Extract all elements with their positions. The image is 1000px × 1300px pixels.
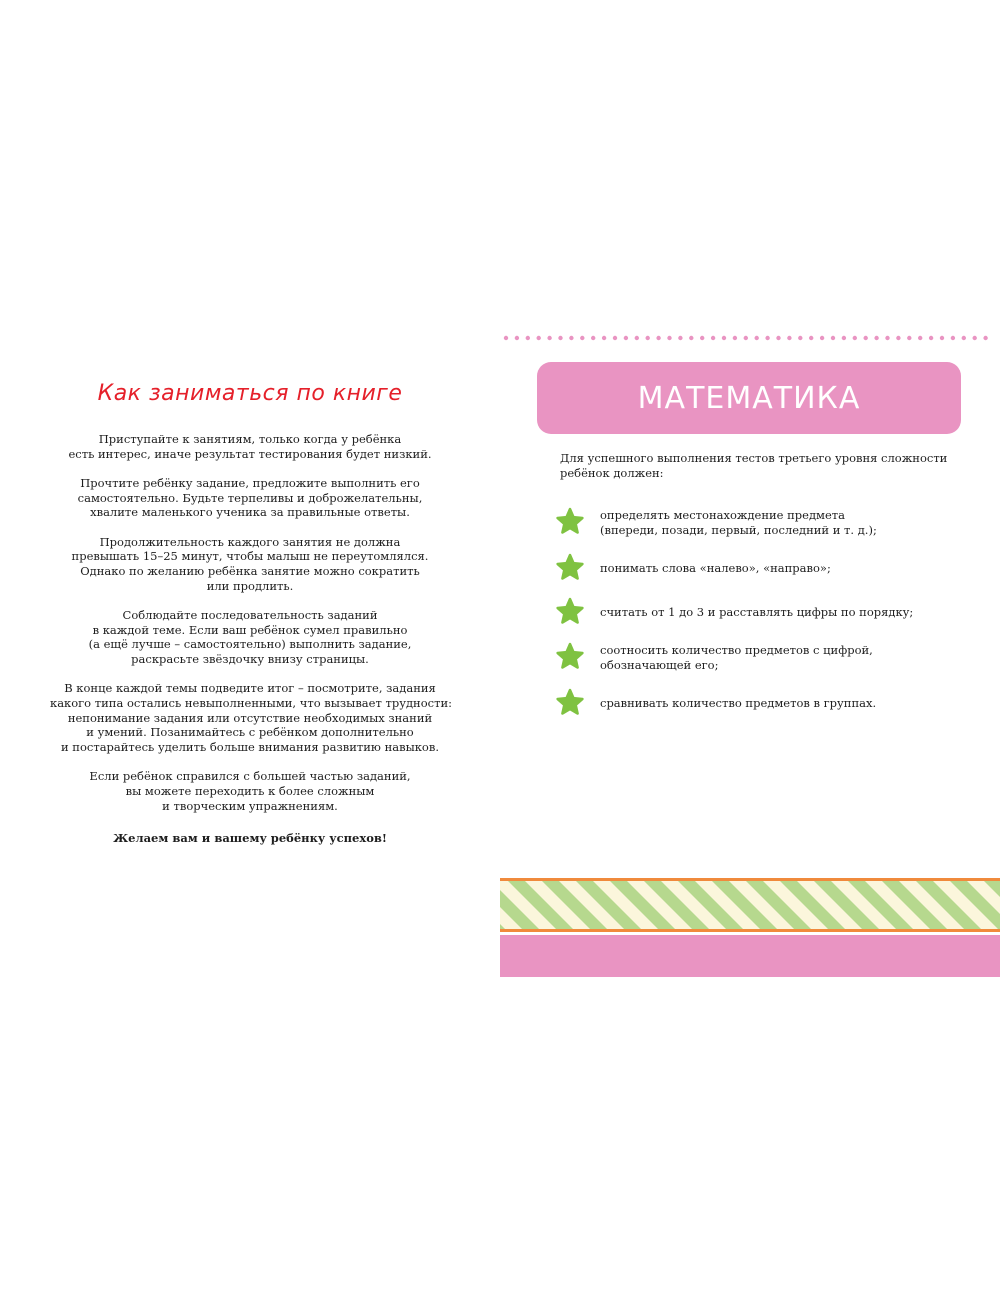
text-line: Приступайте к занятиям, только когда у ребёнка	[98, 432, 402, 446]
divider-dot	[885, 336, 889, 340]
requirement-item	[554, 552, 974, 592]
text-line: Однако по желанию ребёнка занятие можно сократить	[80, 563, 420, 578]
text-line: В конце каждой темы подведите итог – посмотрите, задания	[64, 681, 436, 696]
star-icon	[554, 687, 586, 719]
divider-dot	[656, 336, 660, 340]
instructions-body	[50, 432, 450, 828]
text-line: соотносить количество предметов с цифрой,	[600, 643, 873, 657]
text-line: вы можете переходить к более сложным	[125, 783, 375, 798]
requirement-item	[554, 506, 974, 546]
text-line: Для успешного выполнения тестов третьего уровня сложности	[560, 451, 948, 465]
divider-dot	[667, 336, 671, 340]
requirement-text	[600, 696, 876, 711]
text-line: понимать слова «налево», «направо»;	[600, 561, 831, 575]
requirement-item	[554, 687, 974, 727]
divider-dot	[602, 336, 606, 340]
divider-dot	[515, 336, 519, 340]
instruction-paragraph	[50, 769, 450, 813]
dotted-divider	[500, 333, 1000, 343]
divider-dot	[864, 336, 868, 340]
text-line: непонимание задания или отсутствие необходимых знаний	[67, 710, 433, 725]
divider-dot	[646, 336, 650, 340]
text-line: превышать 15–25 минут, чтобы малыш не переутомлялся.	[71, 549, 429, 564]
text-line: определять местонахождение предмета	[600, 508, 846, 522]
text-line: в каждой теме. Если ваш ребёнок сумел правильно	[92, 622, 408, 637]
star-icon	[554, 552, 586, 584]
requirement-item	[554, 641, 974, 681]
requirement-text	[600, 508, 877, 537]
text-line: Продолжительность каждого занятия не должна	[99, 534, 401, 549]
requirements-intro	[560, 451, 960, 480]
requirement-text	[600, 605, 913, 620]
divider-dot	[776, 336, 780, 340]
requirement-text	[600, 561, 831, 576]
instruction-paragraph	[50, 608, 450, 667]
divider-dot	[613, 336, 617, 340]
divider-dot	[918, 336, 922, 340]
divider-dot	[526, 336, 530, 340]
text-line: считать от 1 до 3 и расставлять цифры по порядку;	[600, 605, 914, 619]
divider-dot	[580, 336, 584, 340]
divider-dot	[537, 336, 541, 340]
divider-dot	[591, 336, 595, 340]
divider-dot	[689, 336, 693, 340]
divider-dot	[973, 336, 977, 340]
text-line: самостоятельно. Будьте терпеливы и доброжелательны,	[77, 490, 423, 505]
subject-banner	[537, 362, 961, 434]
divider-dot	[896, 336, 900, 340]
divider-dot	[635, 336, 639, 340]
divider-dot	[874, 336, 878, 340]
text-line: какого типа остались невыполненными, что вызывает трудности:	[50, 695, 452, 710]
text-line: обозначающей его;	[600, 657, 719, 672]
divider-dot	[700, 336, 704, 340]
divider-dot	[558, 336, 562, 340]
divider-dot	[504, 336, 508, 340]
divider-dot	[624, 336, 628, 340]
divider-dot	[951, 336, 955, 340]
closing-wish: Желаем вам и вашему ребёнку успехов!	[113, 831, 387, 845]
divider-dot	[983, 336, 987, 340]
divider-dot	[907, 336, 911, 340]
text-line: (а ещё лучше – самостоятельно) выполнить задание,	[88, 637, 412, 652]
divider-dot	[929, 336, 933, 340]
text-line: хвалите маленького ученика за правильные ответы.	[90, 505, 410, 520]
text-line: и умений. Позанимайтесь с ребёнком дополнительно	[86, 725, 414, 740]
divider-dot	[733, 336, 737, 340]
divider-dot	[962, 336, 966, 340]
text-line: и постарайтесь уделить больше внимания развитию навыков.	[60, 739, 439, 754]
text-line: и творческим упражнениям.	[162, 798, 338, 813]
striped-band	[500, 877, 1000, 933]
text-line: ребёнок должен:	[560, 465, 664, 480]
divider-dot	[569, 336, 573, 340]
divider-dot	[711, 336, 715, 340]
instruction-paragraph	[50, 432, 450, 461]
divider-dot	[744, 336, 748, 340]
divider-dot	[678, 336, 682, 340]
subject-title: МАТЕМАТИКА	[637, 380, 861, 416]
requirement-item	[554, 596, 974, 636]
star-icon	[554, 641, 586, 673]
pink-band	[500, 935, 1000, 977]
divider-dot	[820, 336, 824, 340]
instruction-paragraph	[50, 681, 450, 755]
divider-dot	[787, 336, 791, 340]
divider-dot	[722, 336, 726, 340]
divider-dot	[853, 336, 857, 340]
page-title: Как заниматься по книге	[97, 381, 403, 406]
text-line: (впереди, позади, первый, последний и т. д.);	[600, 522, 877, 537]
text-line: или продлить.	[206, 578, 294, 593]
star-icon	[554, 596, 586, 628]
divider-dot	[940, 336, 944, 340]
instruction-paragraph	[50, 535, 450, 594]
text-line: сравнивать количество предметов в группах.	[600, 696, 877, 710]
text-line: раскрасьте звёздочку внизу страницы.	[131, 651, 369, 666]
divider-dot	[547, 336, 551, 340]
text-line: Если ребёнок справился с большей частью заданий,	[89, 769, 411, 784]
text-line: есть интерес, иначе результат тестирования будет низкий.	[68, 446, 432, 461]
text-line: Прочтите ребёнку задание, предложите выполнить его	[80, 475, 420, 490]
requirement-text	[600, 643, 873, 672]
divider-dot	[798, 336, 802, 340]
text-line: Соблюдайте последовательность заданий	[122, 607, 378, 622]
divider-dot	[765, 336, 769, 340]
right-page	[500, 0, 1000, 1300]
divider-dot	[842, 336, 846, 340]
instruction-paragraph	[50, 476, 450, 520]
divider-dot	[809, 336, 813, 340]
star-icon	[554, 506, 586, 538]
divider-dot	[831, 336, 835, 340]
divider-dot	[755, 336, 759, 340]
